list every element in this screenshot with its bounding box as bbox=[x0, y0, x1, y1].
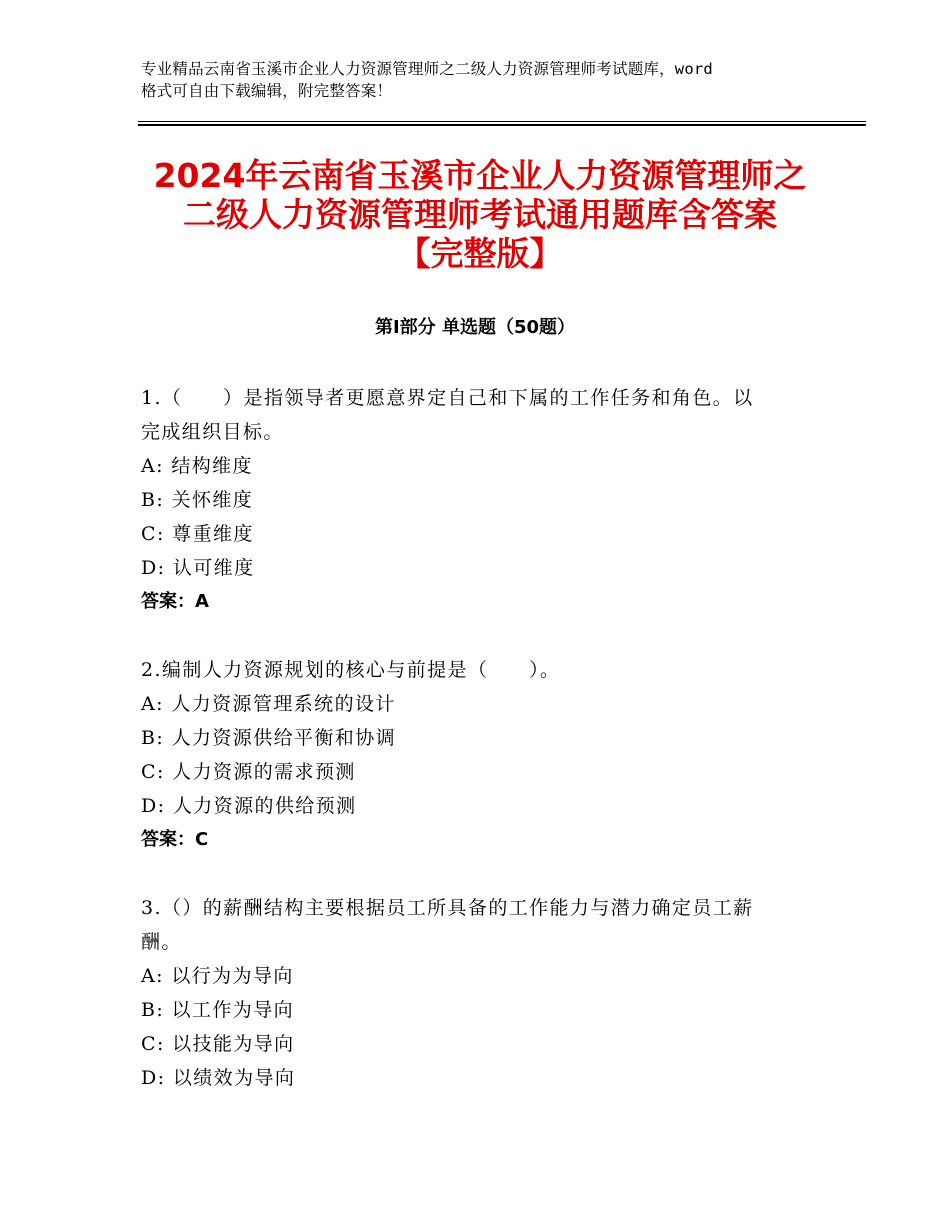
option-c: C: 以技能为导向 bbox=[141, 1033, 295, 1055]
header-rule-thin bbox=[138, 121, 866, 122]
question-stem-line: 2.编制人力资源规划的核心与前提是（ ）。 bbox=[141, 659, 561, 681]
document-title bbox=[100, 156, 860, 273]
option-d: D: 认可维度 bbox=[141, 557, 255, 579]
question-stem-line: 1.（ ）是指领导者更愿意界定自己和下属的工作任务和角色。以 bbox=[141, 387, 754, 409]
option-b: B: 人力资源供给平衡和协调 bbox=[141, 727, 397, 749]
document-title-line-2: 二级人力资源管理师考试通用题库含答案 bbox=[183, 195, 777, 234]
option-c: C: 尊重维度 bbox=[141, 523, 254, 545]
option-b: B: 关怀维度 bbox=[141, 489, 254, 511]
header-note bbox=[141, 58, 821, 102]
question-stem-line: 3.（）的薪酬结构主要根据员工所具备的工作能力与潜力确定员工薪 bbox=[141, 897, 754, 919]
option-a: A: 人力资源管理系统的设计 bbox=[141, 693, 396, 715]
option-a: A: 以行为为导向 bbox=[141, 965, 294, 987]
question-stem-line: 酬。 bbox=[141, 931, 182, 953]
answer: 答案：C bbox=[141, 829, 209, 850]
document-title-line-3: 【完整版】 bbox=[397, 234, 563, 273]
option-d: D: 人力资源的供给预测 bbox=[141, 795, 357, 817]
option-a: A: 结构维度 bbox=[141, 455, 253, 477]
option-d: D: 以绩效为导向 bbox=[141, 1067, 296, 1089]
question-2 bbox=[141, 653, 811, 857]
header-rule-thick bbox=[138, 124, 866, 126]
question-list bbox=[141, 381, 811, 1129]
answer: 答案：A bbox=[141, 591, 209, 612]
question-1 bbox=[141, 381, 811, 619]
header-note-line-1: 专业精品云南省玉溪市企业人力资源管理师之二级人力资源管理师考试题库，word bbox=[141, 60, 713, 78]
question-stem-line: 完成组织目标。 bbox=[141, 421, 284, 443]
question-3 bbox=[141, 891, 811, 1095]
header-note-line-2: 格式可自由下载编辑，附完整答案！ bbox=[141, 82, 393, 100]
section-title: 第Ⅰ部分 单选题（50题） bbox=[374, 317, 575, 338]
option-c: C: 人力资源的需求预测 bbox=[141, 761, 356, 783]
document-title-line-1: 2024年云南省玉溪市企业人力资源管理师之 bbox=[153, 156, 807, 195]
option-b: B: 以工作为导向 bbox=[141, 999, 295, 1021]
